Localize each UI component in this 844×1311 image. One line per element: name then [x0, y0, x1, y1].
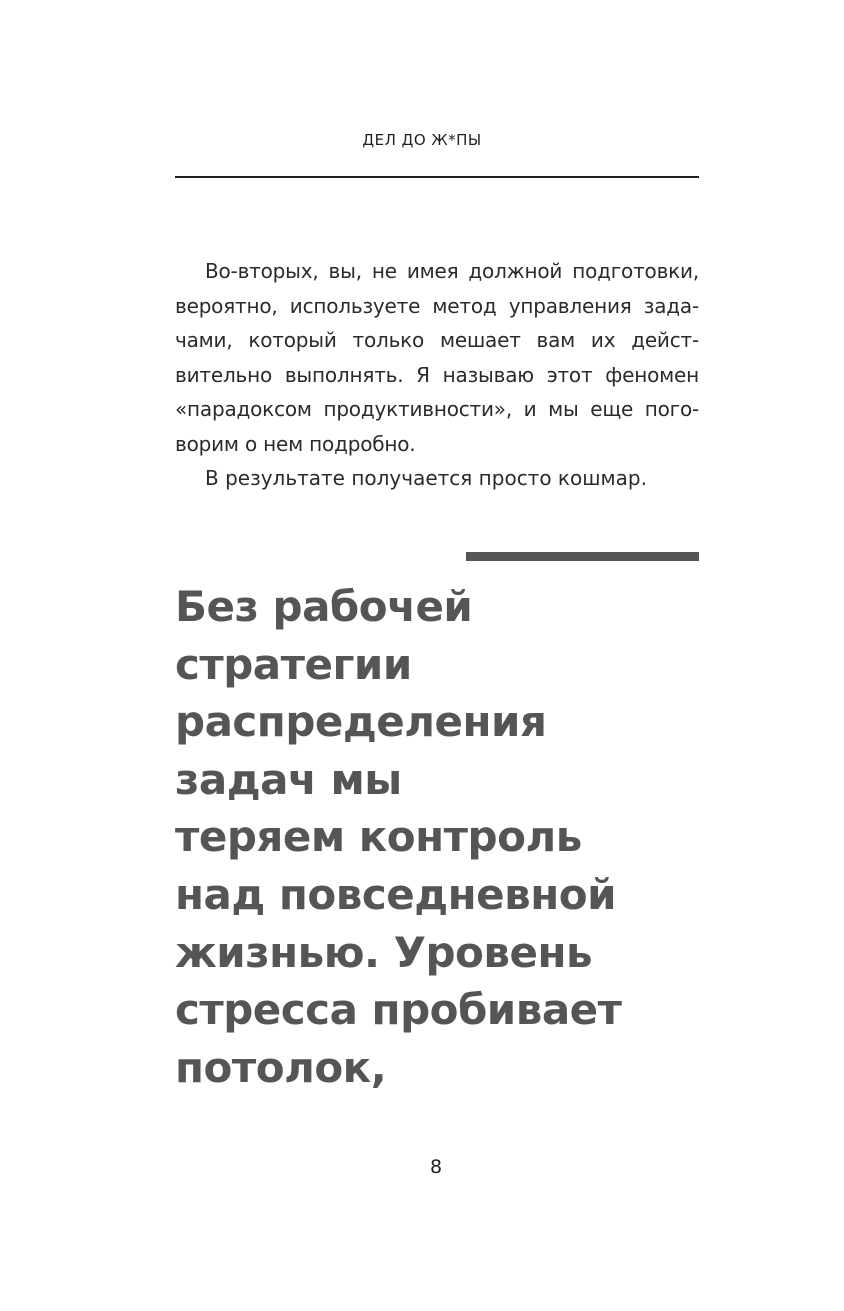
paragraph-1: [175, 254, 699, 461]
pull-quote: [175, 578, 735, 1096]
page-number: 8: [429, 1156, 443, 1178]
pull-quote-line: над повседневной: [175, 869, 617, 919]
header-divider: [175, 176, 699, 178]
pull-quote-line: Без рабочей: [175, 582, 473, 631]
paragraph-2: В результате получается просто кошмар.: [205, 466, 647, 490]
pull-quote-line: теряем контроль: [175, 812, 582, 862]
paragraph-1-line: ворим о нем подробно.: [175, 431, 416, 456]
pull-quote-line: потолок,: [175, 1042, 387, 1092]
pull-quote-line: стратегии: [175, 639, 412, 689]
pull-quote-line: задач мы: [175, 754, 402, 804]
running-head: ДЕЛ ДО Ж*ПЫ: [362, 131, 482, 149]
paragraph-1-line: вероятно, используете метод управления зада-: [175, 293, 699, 318]
pull-quote-line: жизнью. Уровень: [175, 927, 593, 977]
pull-quote-rule: [466, 552, 699, 561]
paragraph-1-line: чами, который только мешает вам их дейст-: [175, 328, 699, 352]
paragraph-1-line: вительно выполнять. Я называю этот феномен: [175, 362, 699, 387]
pull-quote-line: распределения: [175, 697, 547, 747]
pull-quote-line: стресса пробивает: [175, 985, 622, 1035]
paragraph-1-line: «парадоксом продуктивности», и мы еще пого-: [175, 397, 699, 421]
paragraph-1-line: Во-вторых, вы, не имея должной подготовки,: [205, 259, 699, 283]
body-text: [175, 254, 699, 496]
